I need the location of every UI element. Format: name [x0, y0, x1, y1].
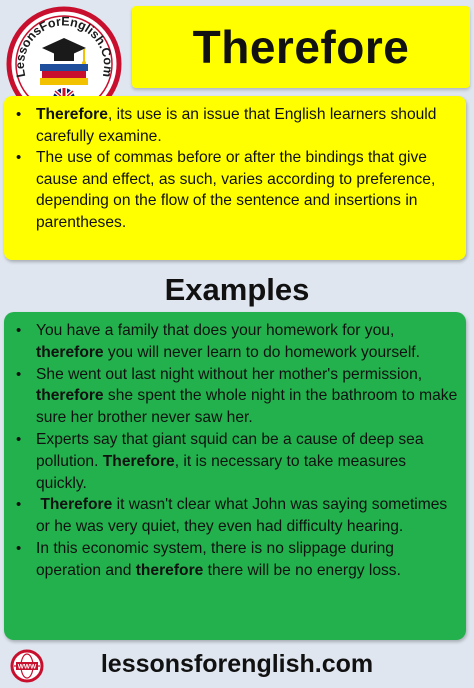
page-title: Therefore — [192, 21, 410, 73]
intro-item — [12, 147, 458, 233]
svg-text:WWW: WWW — [17, 663, 37, 671]
example-pre: She went out last night without her mother's permission, — [36, 365, 423, 383]
title-banner — [132, 6, 470, 88]
example-pre: You have a family that does your homework for you, — [36, 322, 395, 339]
examples-heading: Examples — [164, 272, 310, 307]
example-item — [12, 364, 460, 429]
intro-text: , its use is an issue that English learners should carefully examine. — [36, 106, 437, 145]
example-bold: therefore — [36, 387, 104, 405]
books-icon — [40, 64, 88, 85]
example-pre: Experts say that giant squid can be a cause of deep sea pollution. — [36, 430, 424, 470]
examples-list — [12, 320, 460, 582]
intro-box — [4, 96, 466, 260]
example-item — [12, 429, 460, 494]
example-item — [12, 538, 460, 582]
example-bold: therefore — [36, 343, 104, 361]
footer — [0, 646, 474, 686]
logo-arc-text: LessonsForEnglish.Com — [12, 14, 116, 79]
intro-item — [12, 104, 458, 147]
example-item — [12, 494, 460, 538]
example-post: she spent the whole night in the bathroom to make sure her brother never saw her. — [36, 387, 458, 427]
example-post: there will be no energy loss. — [203, 561, 401, 579]
examples-box — [4, 312, 466, 640]
footer-site-link[interactable]: lessonsforenglish.com — [100, 650, 374, 678]
example-item — [12, 320, 460, 364]
example-pre: In this economic system, there is no slippage during operation and — [36, 539, 394, 579]
intro-text: The use of commas before or after the bindings that give cause and effect, as such, varies according to preference, depending on the flow of the sentence and insertions in parentheses. — [36, 149, 436, 231]
example-post: , it is necessary to take measures quickly. — [36, 452, 407, 492]
example-bold: Therefore — [102, 452, 175, 470]
example-bold: Therefore — [40, 496, 113, 514]
globe-badge-icon — [10, 649, 44, 683]
example-bold: therefore — [135, 561, 204, 579]
example-post: it wasn't clear what John was saying sometimes or he was very quiet, they even had difficulty hearing. — [36, 496, 448, 536]
intro-bold: Therefore — [36, 106, 108, 123]
example-post: you will never learn to do homework yourself. — [103, 343, 420, 361]
intro-list — [12, 104, 458, 234]
